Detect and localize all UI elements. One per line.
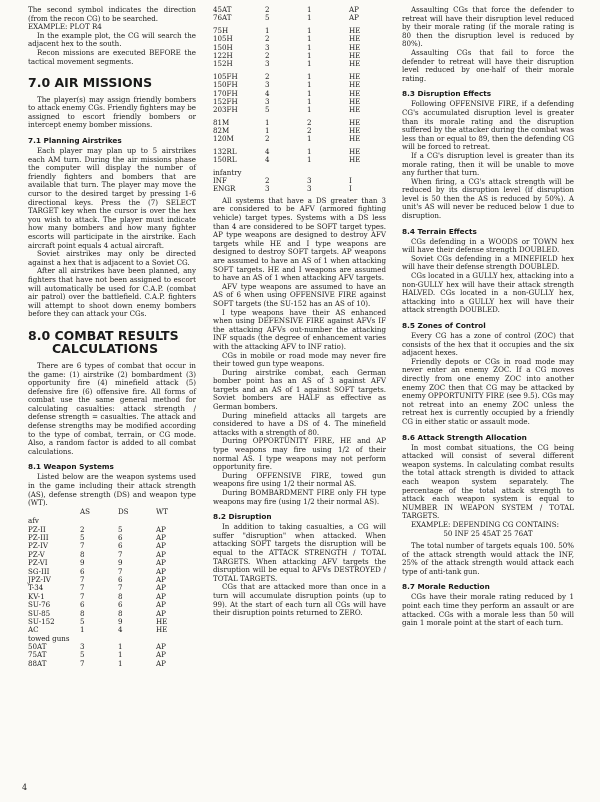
value-cell: AP xyxy=(156,591,166,601)
value-cell: 3 xyxy=(265,80,270,90)
value-cell: 1 xyxy=(307,155,312,165)
section-paragraph: The player(s) may assign friendly bombers to attack enemy CGs. Friendly fighters may be assigned to escort friendly bombers or intercept enemy bomber missions. xyxy=(28,94,196,130)
section-paragraph: All systems that have a DS greater than 3 are considered to be AFV (armored fighting vehicle) target types. Systems with a DS less than 4 are considered to be SOFT target types. AP type weapons are designed to destroy AFV targets while HE and I type weapons are designed to destroy SOFT targets. AP weapons are assumed to have an AS of 1 when attacking SOFT targets. HE and I weapons are assumed to have an AS of 1 when attacking AFV targets. xyxy=(213,195,386,283)
value-cell: 2 xyxy=(265,134,270,144)
subsection-heading-disruption-effects: 8.3 Disruption Effects xyxy=(402,89,492,99)
value-cell: 2 xyxy=(265,50,270,60)
value-cell: 9 xyxy=(80,558,85,568)
weapon-name-cell: 203FH xyxy=(213,105,238,115)
weapon-name-cell: 88AT xyxy=(28,658,47,668)
weapon-name-cell: PZ-VI xyxy=(28,558,48,568)
value-cell: HE xyxy=(349,146,361,156)
weapon-name-cell: SU-76 xyxy=(28,600,51,610)
value-cell: 3 xyxy=(265,42,270,52)
value-cell: 1 xyxy=(307,146,312,156)
value-cell: AP xyxy=(349,5,359,14)
value-cell: 3 xyxy=(307,184,312,194)
column-left xyxy=(28,6,196,668)
value-cell: AP xyxy=(156,608,166,618)
weapon-name-cell: SU-152 xyxy=(28,616,55,626)
weapon-name-cell: KV-1 xyxy=(28,591,45,601)
value-cell: 8 xyxy=(80,608,85,618)
weapon-name-cell: INF xyxy=(213,176,227,186)
value-cell: 1 xyxy=(265,25,270,35)
value-cell: HE xyxy=(349,80,361,90)
value-cell: 6 xyxy=(118,532,123,542)
section-paragraph: CGs defending in a WOODS or TOWN hex will have their defense strength DOUBLED. xyxy=(402,236,574,255)
value-cell: HE xyxy=(349,50,361,60)
value-cell: 6 xyxy=(80,600,85,610)
weapon-name-cell: 152H xyxy=(213,59,233,69)
weapon-name-cell: 122H xyxy=(213,50,233,60)
value-cell: 7 xyxy=(80,658,85,668)
section-paragraph: The total number of targets equals 100. 50% of the attack strength would attack the INF, 25% of the attack strength would attack each type of anti-tank gun. xyxy=(402,541,574,576)
value-cell: 5 xyxy=(265,105,270,115)
value-cell: 1 xyxy=(307,88,312,98)
value-cell: HE xyxy=(349,117,361,127)
value-cell: AP xyxy=(156,583,166,593)
section-paragraph: Soviet airstrikes may only be directed against a hex that is adjacent to a Soviet CG. xyxy=(28,249,196,267)
value-cell: AP xyxy=(156,574,166,584)
value-cell: HE xyxy=(156,616,168,626)
section-paragraph: Following OFFENSIVE FIRE, if a defending CG's accumulated disruption level is greater than its morale rating and the disruption suffered by the attacker during the combat was less than or equal to 89, then the defending CG will be forced to retreat. xyxy=(402,99,574,152)
section-paragraph: Assaulting CGs that fail to force the defender to retreat will have their disruption level reduced by one-half of their morale rating. xyxy=(402,47,574,83)
value-cell: 7 xyxy=(80,583,85,593)
value-cell: 1 xyxy=(307,80,312,90)
weapon-name-cell: 120M xyxy=(213,134,234,144)
value-cell: 6 xyxy=(118,600,123,610)
weapon-name-cell: 81M xyxy=(213,117,230,127)
weapon-name-cell: ENGR xyxy=(213,184,236,194)
value-cell: 4 xyxy=(265,146,270,156)
value-cell: I xyxy=(349,176,352,186)
table-row xyxy=(213,135,381,143)
column-middle xyxy=(213,6,386,618)
value-cell: HE xyxy=(349,25,361,35)
value-cell: HE xyxy=(349,34,361,44)
value-cell: 6 xyxy=(118,574,123,584)
subsection-heading-zones-of-control: 8.5 Zones of Control xyxy=(402,321,486,330)
value-cell: HE xyxy=(349,59,361,69)
section-paragraph: Listed below are the weapon systems used in the game including their attack strength (AS), defense strength (DS) and weapon type (WT). xyxy=(28,472,196,508)
weapon-name-cell: 150H xyxy=(213,42,233,52)
weapon-name-cell: 45AT xyxy=(213,5,232,14)
page-number: 4 xyxy=(22,783,28,792)
example-line: EXAMPLE: DEFENDING CG CONTAINS: xyxy=(411,519,559,529)
value-cell: 1 xyxy=(265,126,270,136)
value-cell: 5 xyxy=(80,532,85,542)
weapon-table xyxy=(28,508,188,668)
weapon-name-cell: 152FH xyxy=(213,96,238,106)
table-row xyxy=(213,60,381,68)
value-cell: AP xyxy=(156,650,166,660)
value-cell: 1 xyxy=(307,71,312,81)
weapon-name-cell: PZ-V xyxy=(28,549,45,559)
value-cell: 8 xyxy=(118,608,123,618)
section-paragraph: In most combat situations, the CG being attacked will consist of several different weapon systems. In calculating combat results the total attack strength is divided to attack each weapon system separately. The percentage of the total attack strength to attack each weapon system is equal to NUMBER IN WEAPON SYSTEM / TOTAL TARGETS. xyxy=(402,442,574,521)
value-cell: 9 xyxy=(118,558,123,568)
section-paragraph: During BOMBARDMENT FIRE only FH type weapons may fire (using 1/2 their normal AS). xyxy=(213,488,386,506)
table-row xyxy=(213,106,381,114)
intro-paragraph: Recon missions are executed BEFORE the tactical movement segments. xyxy=(28,47,196,66)
weapon-name-cell: 76AT xyxy=(213,13,232,23)
value-cell: 1 xyxy=(307,42,312,52)
section-paragraph: During airstrike combat, each German bomber point has an AS of 3 against AFV targets and an AS of 1 against SOFT targets. Soviet bombers are HALF as effective as German bombers. xyxy=(213,367,386,412)
value-cell: 1 xyxy=(307,25,312,35)
value-cell: 1 xyxy=(118,650,123,660)
value-cell: 1 xyxy=(307,134,312,144)
table-row xyxy=(213,156,381,164)
section-paragraph: During OFFENSIVE FIRE, towed gun weapons fire using 1/2 their normal AS. xyxy=(213,470,386,489)
weapon-name-cell: JPZ-IV xyxy=(28,574,51,584)
weapon-name-cell: AC xyxy=(28,625,39,635)
value-cell: 6 xyxy=(80,566,85,576)
value-cell: 3 xyxy=(80,642,85,652)
weapon-name-cell: 82M xyxy=(213,126,230,136)
value-cell: 7 xyxy=(118,549,123,559)
section-paragraph: Friendly depots or CGs in road mode may never enter an enemy ZOC. If a CG moves directly from one enemy ZOC into another enemy ZOC then that CG may be attacked by enemy OPPORTUNITY FIRE (see 9.5). CGs may not retreat into an enemy ZOC unless the retreat hex is currently occupied by a friendly CG in either static or assault mode. xyxy=(402,356,574,426)
value-cell: HE xyxy=(349,96,361,106)
weapon-name-cell: PZ-IV xyxy=(28,541,49,551)
value-cell: 2 xyxy=(265,71,270,81)
value-cell: 2 xyxy=(307,117,312,127)
value-cell: 4 xyxy=(265,88,270,98)
value-cell: 7 xyxy=(80,541,85,551)
value-cell: HE xyxy=(349,71,361,81)
weapon-name-cell: 105H xyxy=(213,34,233,44)
subsection-heading-attack-strength-allocation: 8.6 Attack Strength Allocation xyxy=(402,432,527,442)
subsection-heading-disruption: 8.2 Disruption xyxy=(213,512,272,522)
weapon-name-cell: SG-III xyxy=(28,566,50,576)
section-paragraph: CGs located in a GULLY hex, attacking into a non-GULLY hex will have their attack strength HALVED. CGs located in a non-GULLY hex, attacking into a GULLY hex will have their attack strength DOUBLED. xyxy=(402,271,574,315)
value-cell: 5 xyxy=(118,524,123,534)
value-cell: 1 xyxy=(118,658,123,668)
value-cell: I xyxy=(349,184,352,194)
table-row xyxy=(28,660,188,668)
weapon-table-continued xyxy=(213,6,381,194)
weapon-name-cell: 132RL xyxy=(213,146,237,156)
value-cell: 1 xyxy=(80,625,85,635)
value-cell: 3 xyxy=(265,59,270,69)
value-cell: 4 xyxy=(265,155,270,165)
value-cell: HE xyxy=(349,88,361,98)
weapon-name-cell: PZ-II xyxy=(28,524,46,534)
value-cell: 8 xyxy=(80,549,85,559)
subsection-heading-morale-reduction: 8.7 Morale Reduction xyxy=(402,582,490,592)
value-cell: AP xyxy=(156,558,166,568)
section-paragraph: If a CG's disruption level is greater than its morale rating, then it will be unable to move any further that turn. xyxy=(402,150,574,178)
value-cell: 3 xyxy=(265,96,270,106)
value-cell: 9 xyxy=(118,616,123,626)
section-paragraph: AFV type weapons are assumed to have an AS of 6 when using OFFENSIVE FIRE against SOFT targets (the SU-152 has an AS of 10). xyxy=(213,281,386,308)
value-cell: AP xyxy=(156,642,166,652)
section-heading-air-missions: 7.0 AIR MISSIONS xyxy=(28,75,153,91)
table-row xyxy=(213,185,381,193)
subsection-heading-terrain-effects: 8.4 Terrain Effects xyxy=(402,226,477,236)
group-label: towed guns xyxy=(28,633,70,643)
section-paragraph: During OPPORTUNITY FIRE, HE and AP type weapons may fire using 1/2 of their normal AS. I type weapons may not perform opportunity fire. xyxy=(213,436,386,472)
section-paragraph: Assaulting CGs that force the defender to retreat will have their disruption level reduced by their morale rating (if the morale rating is 80 then the disruption level is reduced by 80%). xyxy=(402,5,574,49)
value-cell: 5 xyxy=(80,616,85,626)
value-cell: 2 xyxy=(265,5,270,14)
value-cell: 1 xyxy=(307,5,312,14)
value-cell: 1 xyxy=(307,50,312,60)
example-contents: 50 INF 25 45AT 25 76AT xyxy=(443,529,533,539)
column-right xyxy=(402,6,574,628)
value-cell: HE xyxy=(349,105,361,115)
weapon-name-cell: 150RL xyxy=(213,155,237,165)
value-cell: AP xyxy=(156,600,166,610)
section-paragraph: CGs that are attacked more than once in a turn will accumulate disruption points (up to 99). At the start of each turn all CGs will have their disruption points returned to ZERO. xyxy=(213,582,386,618)
value-cell: 3 xyxy=(265,184,270,194)
value-cell: HE xyxy=(349,134,361,144)
value-cell: HE xyxy=(349,126,361,136)
example-line: EXAMPLE: PLOT R4 xyxy=(28,22,102,32)
group-label: infantry xyxy=(213,167,242,177)
subsection-heading-weapon-systems: 8.1 Weapon Systems xyxy=(28,462,114,472)
value-cell: 2 xyxy=(265,34,270,44)
section-paragraph: In addition to taking casualties, a CG will suffer "disruption" when attacked. When attacking SOFT targets the disruption will be equal to the ATTACK STRENGTH / TOTAL TARGETS. When attacking AFV targets the disruption will be equal to AFVs DESTROYED / TOTAL TARGETS. xyxy=(213,522,386,583)
header-cell: WT xyxy=(156,506,169,516)
section-paragraph: There are 6 types of combat that occur in the game: (1) airstrike (2) bombardment (3) opportunity fire (4) minefield attack (5) defensive fire (6) offensive fire. All forms of combat use the same general method for calculating casualties: attack strength / defense strength = casualties. The attack and defense strengths may be modified according to the type of combat, terrain, or CG mode. Also, a random factor is added to all combat calculations. xyxy=(28,360,196,456)
value-cell: AP xyxy=(156,549,166,559)
weapon-name-cell: T-34 xyxy=(28,583,44,593)
value-cell: AP xyxy=(156,524,166,534)
weapon-name-cell: 75AT xyxy=(28,650,47,660)
heading-line: 8.0 COMBAT RESULTS xyxy=(28,327,179,343)
value-cell: AP xyxy=(156,566,166,576)
value-cell: 6 xyxy=(118,541,123,551)
value-cell: 7 xyxy=(118,583,123,593)
section-paragraph: When firing, a CG's attack strength will be reduced by its disruption level (if disruption level is 50 then the AS is reduced by 50%). A unit's AS will never be reduced below 1 due to disruption. xyxy=(402,176,574,221)
intro-paragraph: In the example plot, the CG will search the adjacent hex to the south. xyxy=(28,30,196,49)
weapon-name-cell: 170FH xyxy=(213,88,238,98)
section-paragraph: CGs have their morale rating reduced by 1 point each time they perform an assault or are attacked. CGs with a morale less than 50 will gain 1 morale point at the start of each turn. xyxy=(402,592,574,628)
table-header xyxy=(28,508,188,516)
value-cell: 2 xyxy=(265,176,270,186)
value-cell: 5 xyxy=(265,13,270,23)
section-paragraph: During minefield attacks all targets are considered to have a DS of 4. The minefield attacks with a strength of 80. xyxy=(213,410,386,437)
header-cell xyxy=(28,508,80,516)
value-cell: 7 xyxy=(80,591,85,601)
table-row xyxy=(213,14,381,22)
heading-line: CALCULATIONS xyxy=(52,341,159,357)
value-cell: AP xyxy=(156,658,166,668)
value-cell: 1 xyxy=(307,13,312,23)
value-cell: 1 xyxy=(307,96,312,106)
subsection-heading-planning-airstrikes: 7.1 Planning Airstrikes xyxy=(28,136,122,146)
table-row xyxy=(213,177,381,185)
section-paragraph: Each player may plan up to 5 airstrikes each AM turn. During the air missions phase the computer will display the number of friendly fighters and bombers that are available that turn. The player may move the cursor to the desired target by pressing 1-6 directional keys. Press the (7) SELECT TARGET key when the cursor is over the hex you wish to attack. The player must indicate how many bombers and how many fighter escorts will participate in the airstrike. Each aircraft point equals 4 actual aircraft. xyxy=(28,146,196,250)
weapon-name-cell: PZ-III xyxy=(28,532,49,542)
value-cell: 7 xyxy=(118,566,123,576)
value-cell: 7 xyxy=(80,574,85,584)
value-cell: HE xyxy=(349,155,361,165)
weapon-name-cell: 150FH xyxy=(213,80,238,90)
value-cell: 2 xyxy=(307,126,312,136)
section-paragraph: After all airstrikes have been planned, any fighters that have not been assigned to escort will automatically be used for C.A.P. (combat air patrol) over the battlefield. C.A.P. fighters will attempt to shoot down enemy bombers before they can attack your CGs. xyxy=(28,266,196,319)
header-cell: DS xyxy=(118,506,129,516)
section-paragraph: Soviet CGs defending in a MINEFIELD hex will have their defense strength DOUBLED. xyxy=(402,253,574,272)
value-cell: AP xyxy=(156,532,166,542)
value-cell: 1 xyxy=(118,642,123,652)
value-cell: 1 xyxy=(307,105,312,115)
value-cell: 1 xyxy=(265,117,270,127)
value-cell: HE xyxy=(349,42,361,52)
value-cell: 5 xyxy=(80,650,85,660)
section-paragraph: I type weapons have their AS enhanced when using DEFENSIVE FIRE against AFVs IF the attacking AFVs out-number the attacking INF squads (the degree of enhancement varies with the attacking AFV to INF ratio). xyxy=(213,307,386,351)
weapon-name-cell: 105FH xyxy=(213,71,238,81)
value-cell: 8 xyxy=(118,591,123,601)
value-cell: AP xyxy=(156,541,166,551)
weapon-name-cell: 50AT xyxy=(28,642,47,652)
value-cell: AP xyxy=(349,13,359,23)
value-cell: HE xyxy=(156,625,168,635)
weapon-name-cell: 75H xyxy=(213,25,229,35)
value-cell: 4 xyxy=(118,625,123,635)
value-cell: 1 xyxy=(307,59,312,69)
value-cell: 3 xyxy=(307,176,312,186)
group-label: afv xyxy=(28,516,39,526)
value-cell: 1 xyxy=(307,34,312,44)
value-cell: 2 xyxy=(80,524,85,534)
header-cell: AS xyxy=(80,506,90,516)
section-heading-combat-results xyxy=(28,329,196,356)
weapon-name-cell: SU-85 xyxy=(28,608,51,618)
intro-paragraph: The second symbol indicates the direction (from the recon CG) to be searched. xyxy=(28,5,196,23)
section-paragraph: Every CG has a zone of control (ZOC) that consists of the hex that it occupies and the six adjacent hexes. xyxy=(402,331,574,358)
section-paragraph: CGs in mobile or road mode may never fire their towed gun type weapons. xyxy=(213,350,386,369)
